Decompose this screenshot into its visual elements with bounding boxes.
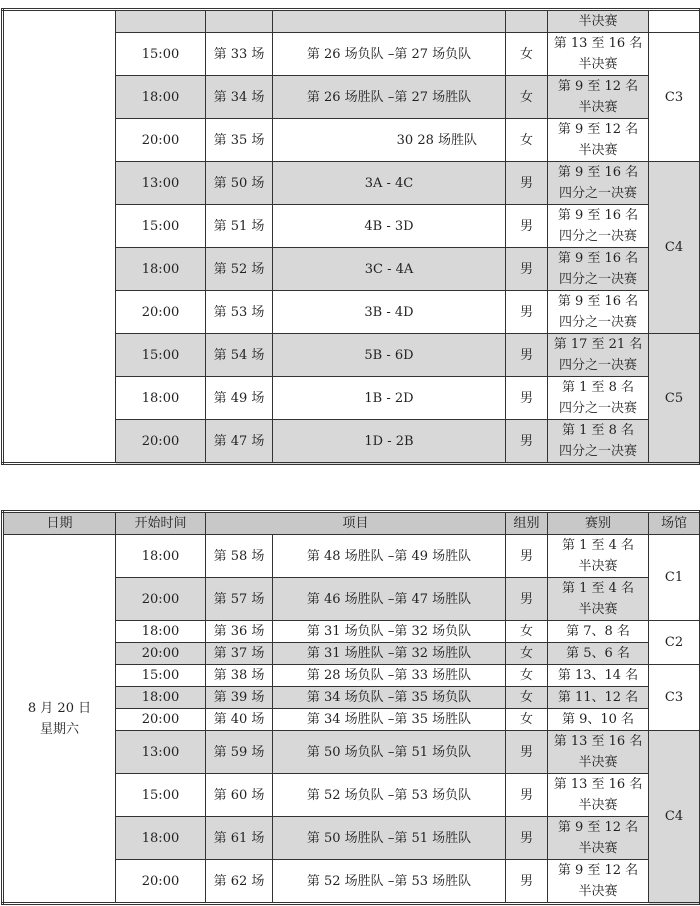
match-cell: 第 62 场 <box>206 860 273 904</box>
group-cell: 女 <box>506 709 548 731</box>
time-cell: 20:00 <box>116 643 206 665</box>
stage-cell: 第 17 至 21 名 四分之一决赛 <box>548 334 649 377</box>
item-cell: 3B - 4D <box>273 291 506 334</box>
stage-cell: 第 9 至 16 名 四分之一决赛 <box>548 248 649 291</box>
stage-cell: 第 9 至 16 名 四分之一决赛 <box>548 205 649 248</box>
table-row <box>3 10 700 33</box>
group-cell: 男 <box>506 334 548 377</box>
group-cell: 男 <box>506 248 548 291</box>
time-cell: 15:00 <box>116 774 206 817</box>
group-cell: 女 <box>506 33 548 76</box>
stage-cell: 第 9 至 16 名 四分之一决赛 <box>548 291 649 334</box>
group-cell: 男 <box>506 420 548 464</box>
item-cell: 第 31 场胜队 –第 32 场胜队 <box>273 643 506 665</box>
match-cell: 第 34 场 <box>206 76 273 119</box>
item-cell: 1B - 2D <box>273 377 506 420</box>
group-cell: 男 <box>506 817 548 860</box>
group-cell: 男 <box>506 535 548 578</box>
item-cell: 第 26 场胜队 –第 27 场胜队 <box>273 76 506 119</box>
schedule-table-aug20 <box>1 510 700 905</box>
stage-cell: 第 1 至 8 名 四分之一决赛 <box>548 420 649 464</box>
time-cell: 18:00 <box>116 817 206 860</box>
item-cell: 3A - 4C <box>273 162 506 205</box>
time-cell: 18:00 <box>116 621 206 643</box>
stage-cell: 第 9 至 16 名 四分之一决赛 <box>548 162 649 205</box>
group-cell: 女 <box>506 76 548 119</box>
item-cell: 30 28 场胜队 <box>273 119 506 162</box>
item-cell: 第 26 场负队 –第 27 场负队 <box>273 33 506 76</box>
stage-cell: 第 9 至 12 名 半决赛 <box>548 119 649 162</box>
item-cell: 第 28 场负队 –第 33 场胜队 <box>273 665 506 687</box>
header-row <box>3 512 700 535</box>
group-cell: 女 <box>506 665 548 687</box>
match-cell: 第 35 场 <box>206 119 273 162</box>
group-cell: 男 <box>506 377 548 420</box>
item-cell: 3C - 4A <box>273 248 506 291</box>
stage-cell: 第 13 至 16 名 半决赛 <box>548 33 649 76</box>
match-cell: 第 59 场 <box>206 731 273 774</box>
time-cell: 15:00 <box>116 205 206 248</box>
header-item: 项目 <box>206 512 506 535</box>
time-cell: 20:00 <box>116 860 206 904</box>
time-cell: 18:00 <box>116 535 206 578</box>
venue-cell: C5 <box>649 334 700 464</box>
header-stage: 赛别 <box>548 512 649 535</box>
match-cell: 第 51 场 <box>206 205 273 248</box>
item-cell: 第 34 场负队 –第 35 场负队 <box>273 687 506 709</box>
stage-cell: 第 7、8 名 <box>548 621 649 643</box>
group-cell: 男 <box>506 731 548 774</box>
header-group: 组别 <box>506 512 548 535</box>
venue-cell: C4 <box>649 162 700 334</box>
match-cell: 第 54 场 <box>206 334 273 377</box>
time-cell: 18:00 <box>116 248 206 291</box>
stage-cell: 第 1 至 8 名 四分之一决赛 <box>548 377 649 420</box>
stage-cell: 第 13 至 16 名 半决赛 <box>548 774 649 817</box>
item-cell: 1D - 2B <box>273 420 506 464</box>
time-cell: 15:00 <box>116 334 206 377</box>
time-cell: 15:00 <box>116 665 206 687</box>
match-cell: 第 36 场 <box>206 621 273 643</box>
stage-cell: 第 9 至 12 名 半决赛 <box>548 860 649 904</box>
match-cell: 第 61 场 <box>206 817 273 860</box>
item-cell: 第 50 场负队 –第 51 场负队 <box>273 731 506 774</box>
stage-cell: 第 11、12 名 <box>548 687 649 709</box>
match-cell: 第 52 场 <box>206 248 273 291</box>
match-cell: 第 38 场 <box>206 665 273 687</box>
item-cell: 4B - 3D <box>273 205 506 248</box>
stage-cell: 第 13 至 16 名 半决赛 <box>548 731 649 774</box>
venue-cell: C1 <box>649 535 700 621</box>
time-cell: 20:00 <box>116 291 206 334</box>
item-cell: 第 52 场胜队 –第 53 场胜队 <box>273 860 506 904</box>
match-cell: 第 58 场 <box>206 535 273 578</box>
stage-cell: 第 9 至 12 名 半决赛 <box>548 76 649 119</box>
time-cell: 13:00 <box>116 731 206 774</box>
date-cell: 8 月 20 日 星期六 <box>3 535 116 904</box>
item-cell: 第 34 场胜队 –第 35 场胜队 <box>273 709 506 731</box>
table-row <box>3 535 700 578</box>
match-cell: 第 47 场 <box>206 420 273 464</box>
item-cell: 第 50 场胜队 –第 51 场胜队 <box>273 817 506 860</box>
group-cell: 男 <box>506 860 548 904</box>
stage-cell: 半决赛 <box>548 10 649 33</box>
time-cell: 20:00 <box>116 420 206 464</box>
match-cell: 第 39 场 <box>206 687 273 709</box>
time-cell: 13:00 <box>116 162 206 205</box>
group-cell: 男 <box>506 205 548 248</box>
item-cell: 第 46 场胜队 –第 47 场胜队 <box>273 578 506 621</box>
time-cell: 20:00 <box>116 578 206 621</box>
match-cell: 第 57 场 <box>206 578 273 621</box>
group-cell: 女 <box>506 687 548 709</box>
match-cell: 第 60 场 <box>206 774 273 817</box>
time-cell: 20:00 <box>116 119 206 162</box>
item-cell: 5B - 6D <box>273 334 506 377</box>
stage-cell: 第 9 至 12 名 半决赛 <box>548 817 649 860</box>
group-cell: 女 <box>506 119 548 162</box>
group-cell: 女 <box>506 643 548 665</box>
venue-cell: C3 <box>649 665 700 731</box>
time-cell: 20:00 <box>116 709 206 731</box>
stage-cell: 第 1 至 4 名 半决赛 <box>548 535 649 578</box>
group-cell: 女 <box>506 621 548 643</box>
group-cell: 男 <box>506 774 548 817</box>
stage-cell: 第 5、6 名 <box>548 643 649 665</box>
header-date: 日期 <box>3 512 116 535</box>
group-cell: 男 <box>506 578 548 621</box>
stage-cell: 第 1 至 4 名 半决赛 <box>548 578 649 621</box>
venue-cell: C4 <box>649 731 700 904</box>
header-venue: 场馆 <box>649 512 700 535</box>
venue-cell: C2 <box>649 621 700 665</box>
stage-cell: 第 9、10 名 <box>548 709 649 731</box>
match-cell: 第 40 场 <box>206 709 273 731</box>
venue-cell: C3 <box>649 33 700 162</box>
time-cell: 18:00 <box>116 687 206 709</box>
date-cell <box>3 10 116 464</box>
group-cell: 男 <box>506 291 548 334</box>
item-cell: 第 31 场负队 –第 32 场负队 <box>273 621 506 643</box>
time-cell: 18:00 <box>116 76 206 119</box>
match-cell: 第 53 场 <box>206 291 273 334</box>
header-time: 开始时间 <box>116 512 206 535</box>
time-cell: 18:00 <box>116 377 206 420</box>
schedule-table-continued <box>1 8 700 465</box>
item-cell: 第 48 场胜队 –第 49 场胜队 <box>273 535 506 578</box>
match-cell: 第 33 场 <box>206 33 273 76</box>
match-cell: 第 49 场 <box>206 377 273 420</box>
time-cell: 15:00 <box>116 33 206 76</box>
stage-cell: 第 13、14 名 <box>548 665 649 687</box>
match-cell: 第 50 场 <box>206 162 273 205</box>
match-cell: 第 37 场 <box>206 643 273 665</box>
item-cell: 第 52 场负队 –第 53 场负队 <box>273 774 506 817</box>
group-cell: 男 <box>506 162 548 205</box>
